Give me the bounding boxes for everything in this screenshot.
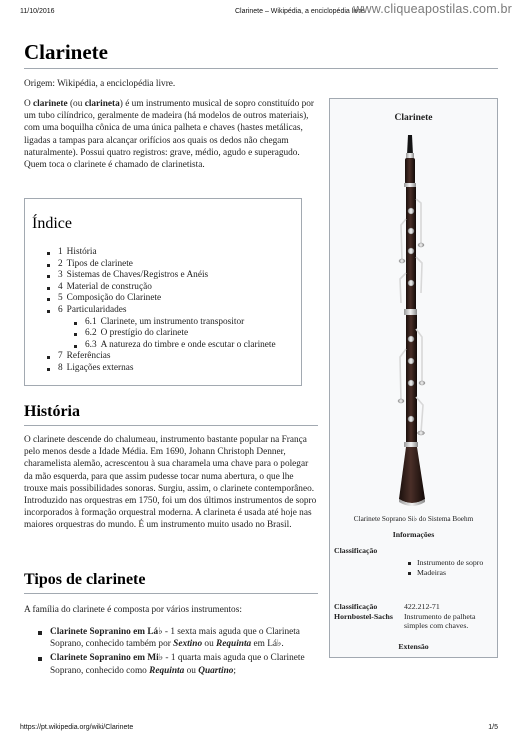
image-caption: Clarinete Soprano Si♭ do Sistema Boehm — [353, 515, 474, 523]
toc-item — [47, 259, 276, 271]
toc-item — [47, 351, 276, 363]
tipos-list — [24, 626, 317, 679]
section-divider — [24, 425, 318, 426]
infobox-title: Clarinete — [394, 113, 433, 123]
toc-link[interactable]: Composição do Clarinete — [66, 293, 162, 304]
toc-item-number: 5 — [58, 293, 63, 304]
print-date: 11/10/2016 — [20, 8, 55, 15]
tipos-intro: A família do clarinete é composta por vários instrumentos: — [24, 605, 242, 615]
toc-item-number: 7 — [58, 351, 63, 362]
infobox-extensao-heading: Extensão — [398, 642, 429, 651]
toc-link[interactable]: Sistemas de Chaves/Registros e Anéis — [66, 270, 209, 281]
section-heading-historia: História — [24, 403, 80, 420]
toc-item-number: 6.1 — [85, 316, 97, 327]
page-title: Clarinete — [24, 40, 108, 64]
section-divider — [24, 593, 318, 594]
toc-item-number: 1 — [58, 247, 63, 257]
hornbostel-value — [404, 602, 496, 631]
toc-item-number: 6.2 — [85, 328, 97, 339]
historia-paragraph: O clarinete descende do chalumeau, instrumento bastante popular na França pelo menos desde a Idade Média. Em 1690, Johann Christoph Denner, charamelista alemão, acrescentou à sua charamela uma chave para o polegar da mão esquerda, para que assim pudesse tocar numa abertura, o que lhe trouxe mais possibilidades sonoras. Surgiu, assim, o clarinete contemporâneo. Introduzido nas orquestras em 1750, foi um dos últimos instrumentos de sopro incorporados à formação orquestral moderna. A clarineta é usada até hoje nas maiores orquestras do mundo. É um instrumento muito usado no Brasil. — [24, 435, 317, 531]
toc-link[interactable]: Material de construção — [66, 281, 152, 292]
infobox-info-heading: Informações — [392, 530, 435, 539]
toc-item-number: 8 — [58, 362, 63, 373]
list-item: Clarinete Sopranino em Mi♭ - 1 quarta mais aguda que o Clarinete Soprano, conhecido como Requinta ou Quartino; — [24, 652, 317, 676]
toc-link[interactable]: A natureza do timbre e onde escutar o clarinete — [100, 339, 276, 350]
intro-paragraph: O clarinete (ou clarineta) é um instrumento musical de sopro constituído por um tubo cilíndrico, geralmente de madeira (há modelos de outros materiais), com uma boquilha cônica de uma única palheta e chaves (hastes metálicas, ligadas a tampas para alcançar orifícios aos quais os dedos não chegam naturalmente). Possui quatro registros: grave, médio, agudo e superagudo. Quem toca o clarinete é chamado de clarinetista. — [24, 99, 314, 171]
toc-item — [47, 247, 276, 259]
toc-item-number: 6.3 — [85, 339, 97, 350]
classificacao-label: Classificação — [334, 546, 378, 555]
toc-item — [74, 328, 276, 340]
toc-link[interactable]: Particularidades — [66, 304, 127, 315]
toc-item — [74, 340, 276, 352]
toc-item — [47, 305, 276, 317]
toc-item-number: 6 — [58, 304, 63, 315]
classificacao-value: Madeiras — [404, 568, 496, 578]
toc-item — [74, 317, 276, 329]
section-heading-tipos: Tipos de clarinete — [24, 571, 146, 588]
table-of-contents — [24, 198, 302, 386]
toc-item — [47, 270, 276, 282]
print-title: Clarinete – Wikipédia, a enciclopédia livre — [235, 8, 365, 15]
toc-link[interactable]: Ligações externas — [66, 362, 134, 373]
hornbostel-label: Classificação Hornbostel-Sachs — [334, 602, 393, 621]
classificacao-value: Instrumento de sopro — [404, 558, 496, 568]
toc-link[interactable]: O prestígio do clarinete — [100, 328, 189, 339]
hornbostel-code: 422.212-71 — [404, 602, 440, 611]
term-clarineta: clarineta — [84, 99, 120, 109]
toc-item — [47, 282, 276, 294]
print-url: https://pt.wikipedia.org/wiki/Clarinete — [20, 724, 134, 731]
toc-heading: Índice — [32, 215, 72, 232]
toc-item-number: 4 — [58, 281, 63, 292]
classificacao-values — [404, 558, 496, 577]
toc-item — [47, 363, 276, 375]
watermark: www.cliqueapostilas.com.br — [353, 2, 512, 16]
list-item: Clarinete Sopranino em Lá♭ - 1 sexta mais aguda que o Clarineta Soprano, conhecido também por Sextino ou Requinta em Lá♭. — [24, 626, 317, 650]
toc-item-number: 3 — [58, 270, 63, 281]
page-number: 1/5 — [488, 724, 498, 731]
toc-item-number: 2 — [58, 258, 63, 269]
term-clarinete: clarinete — [33, 99, 68, 109]
clarinet-image — [375, 133, 455, 511]
toc-item — [47, 293, 276, 305]
toc-link[interactable]: Tipos de clarinete — [66, 258, 133, 269]
toc-link[interactable]: História — [66, 247, 97, 257]
toc-link[interactable]: Clarinete, um instrumento transpositor — [100, 316, 245, 327]
origin-note: Origem: Wikipédia, a enciclopédia livre. — [24, 79, 176, 89]
title-divider — [24, 68, 498, 69]
toc-list — [47, 247, 276, 375]
toc-link[interactable]: Referências — [66, 351, 111, 362]
infobox — [329, 98, 498, 658]
hornbostel-desc: Instrumento de palheta simples com chaves. — [404, 611, 476, 630]
